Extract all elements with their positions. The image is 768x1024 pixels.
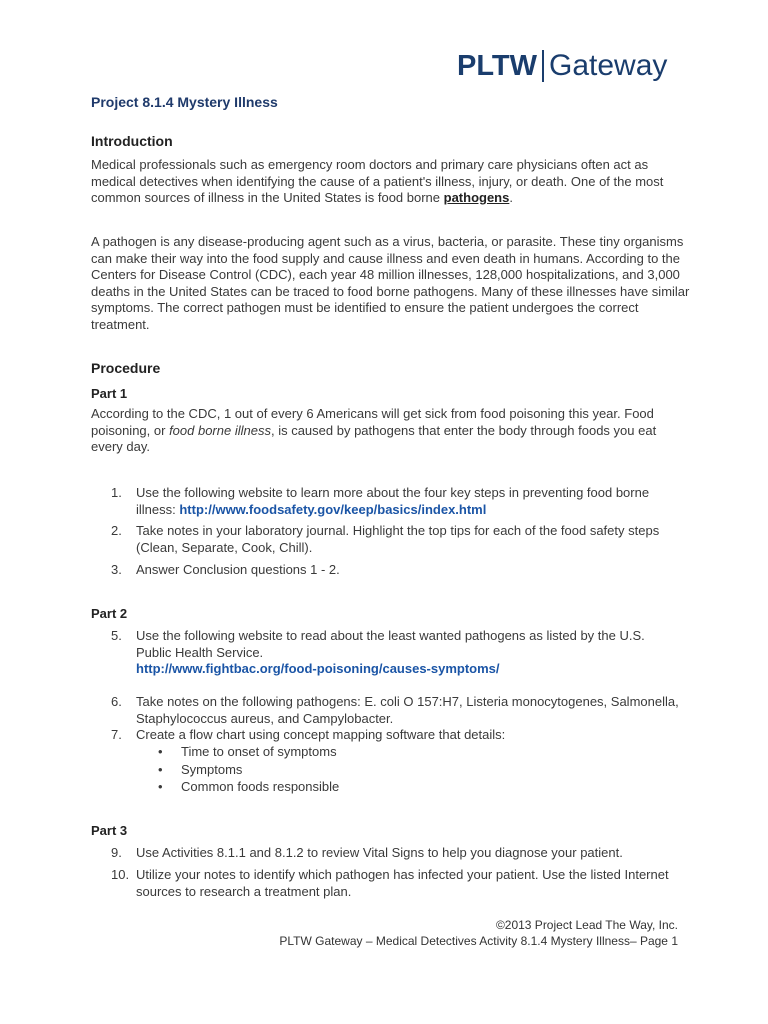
logo-pltw-text: PLTW [457,49,537,82]
part-1-intro: According to the CDC, 1 out of every 6 Americans will get sick from food poisoning this year. Food poisoning, or food borne illness, is caused by pathogens that enter the body through foods you eat every day. [91,406,657,454]
footer-page-line: PLTW Gateway – Medical Detectives Activity 8.1.4 Mystery Illness– Page 1 [279,934,678,948]
procedure-heading: Procedure [91,360,161,376]
bullet-dot: • [158,744,163,759]
footer-copyright: ©2013 Project Lead The Way, Inc. [495,918,678,932]
bullet-dot: • [158,762,163,777]
list-item: 5. Use the following website to read about the least wanted pathogens as listed by the U.S. Public Health Service. http://www.fightbac.org/food-poisoning/causes-symptoms/ [111,628,645,676]
logo-gateway-text: Gateway [549,49,668,82]
part-3-heading: Part 3 [91,823,128,838]
list-item: 3. Answer Conclusion questions 1 - 2. [111,562,340,577]
introduction-paragraph-1: Medical professionals such as emergency room doctors and primary care physicians often act as medical detectives when identifying the cause of a patient's illness, injury, or death. One of the most common sources of illness in the United States is food borne pathogens. [91,157,664,205]
pltw-gateway-logo [457,46,667,86]
bullet-item: • Common foods responsible [158,779,340,794]
list-item: 9. Use Activities 8.1.1 and 8.1.2 to review Vital Signs to help you diagnose your patient. [111,845,623,860]
logo-divider [542,50,544,82]
list-item: 10. Utilize your notes to identify which pathogen has infected your patient. Use the listed Internet sources to research a treatment plan. [111,867,669,899]
part-1-heading: Part 1 [91,386,128,401]
bullet-item: • Symptoms [158,762,243,777]
document-title: Project 8.1.4 Mystery Illness [91,94,278,110]
foodsafety-link[interactable]: http://www.foodsafety.gov/keep/basics/index.html [179,501,487,517]
list-item: 6. Take notes on the following pathogens: E. coli O 157:H7, Listeria monocytogenes, Salmonella, Staphylococcus aureus, and Campylobacter. [111,694,679,726]
bullet-dot: • [158,779,163,794]
introduction-paragraph-2: A pathogen is any disease-producing agent such as a virus, bacteria, or parasite. These tiny organisms can make their way into the food supply and cause illness and even death in humans. According to the Centers for Disease Control (CDC), each year 48 million illnesses, 128,000 hospitalizations, and 3,000 deaths in the United States can be traced to food borne pathogens. Many of these illnesses have similar symptoms. The correct pathogen must be identified to ensure the patient undergoes the correct treatment. [91,234,690,332]
introduction-heading: Introduction [91,133,173,149]
bullet-item: • Time to onset of symptoms [158,744,337,759]
part-2-heading: Part 2 [91,606,128,621]
list-item: 7. Create a flow chart using concept mapping software that details: [111,727,506,742]
pathogens-term: pathogens [443,190,510,205]
list-item: 1. Use the following website to learn more about the four key steps in preventing food borne illness: http://www.foodsafety.gov/keep/basics/index.html [111,485,650,517]
fightbac-link[interactable]: http://www.fightbac.org/food-poisoning/causes-symptoms/ [136,661,500,676]
list-item: 2. Take notes in your laboratory journal. Highlight the top tips for each of the food safety steps (Clean, Separate, Cook, Chill). [111,523,660,555]
